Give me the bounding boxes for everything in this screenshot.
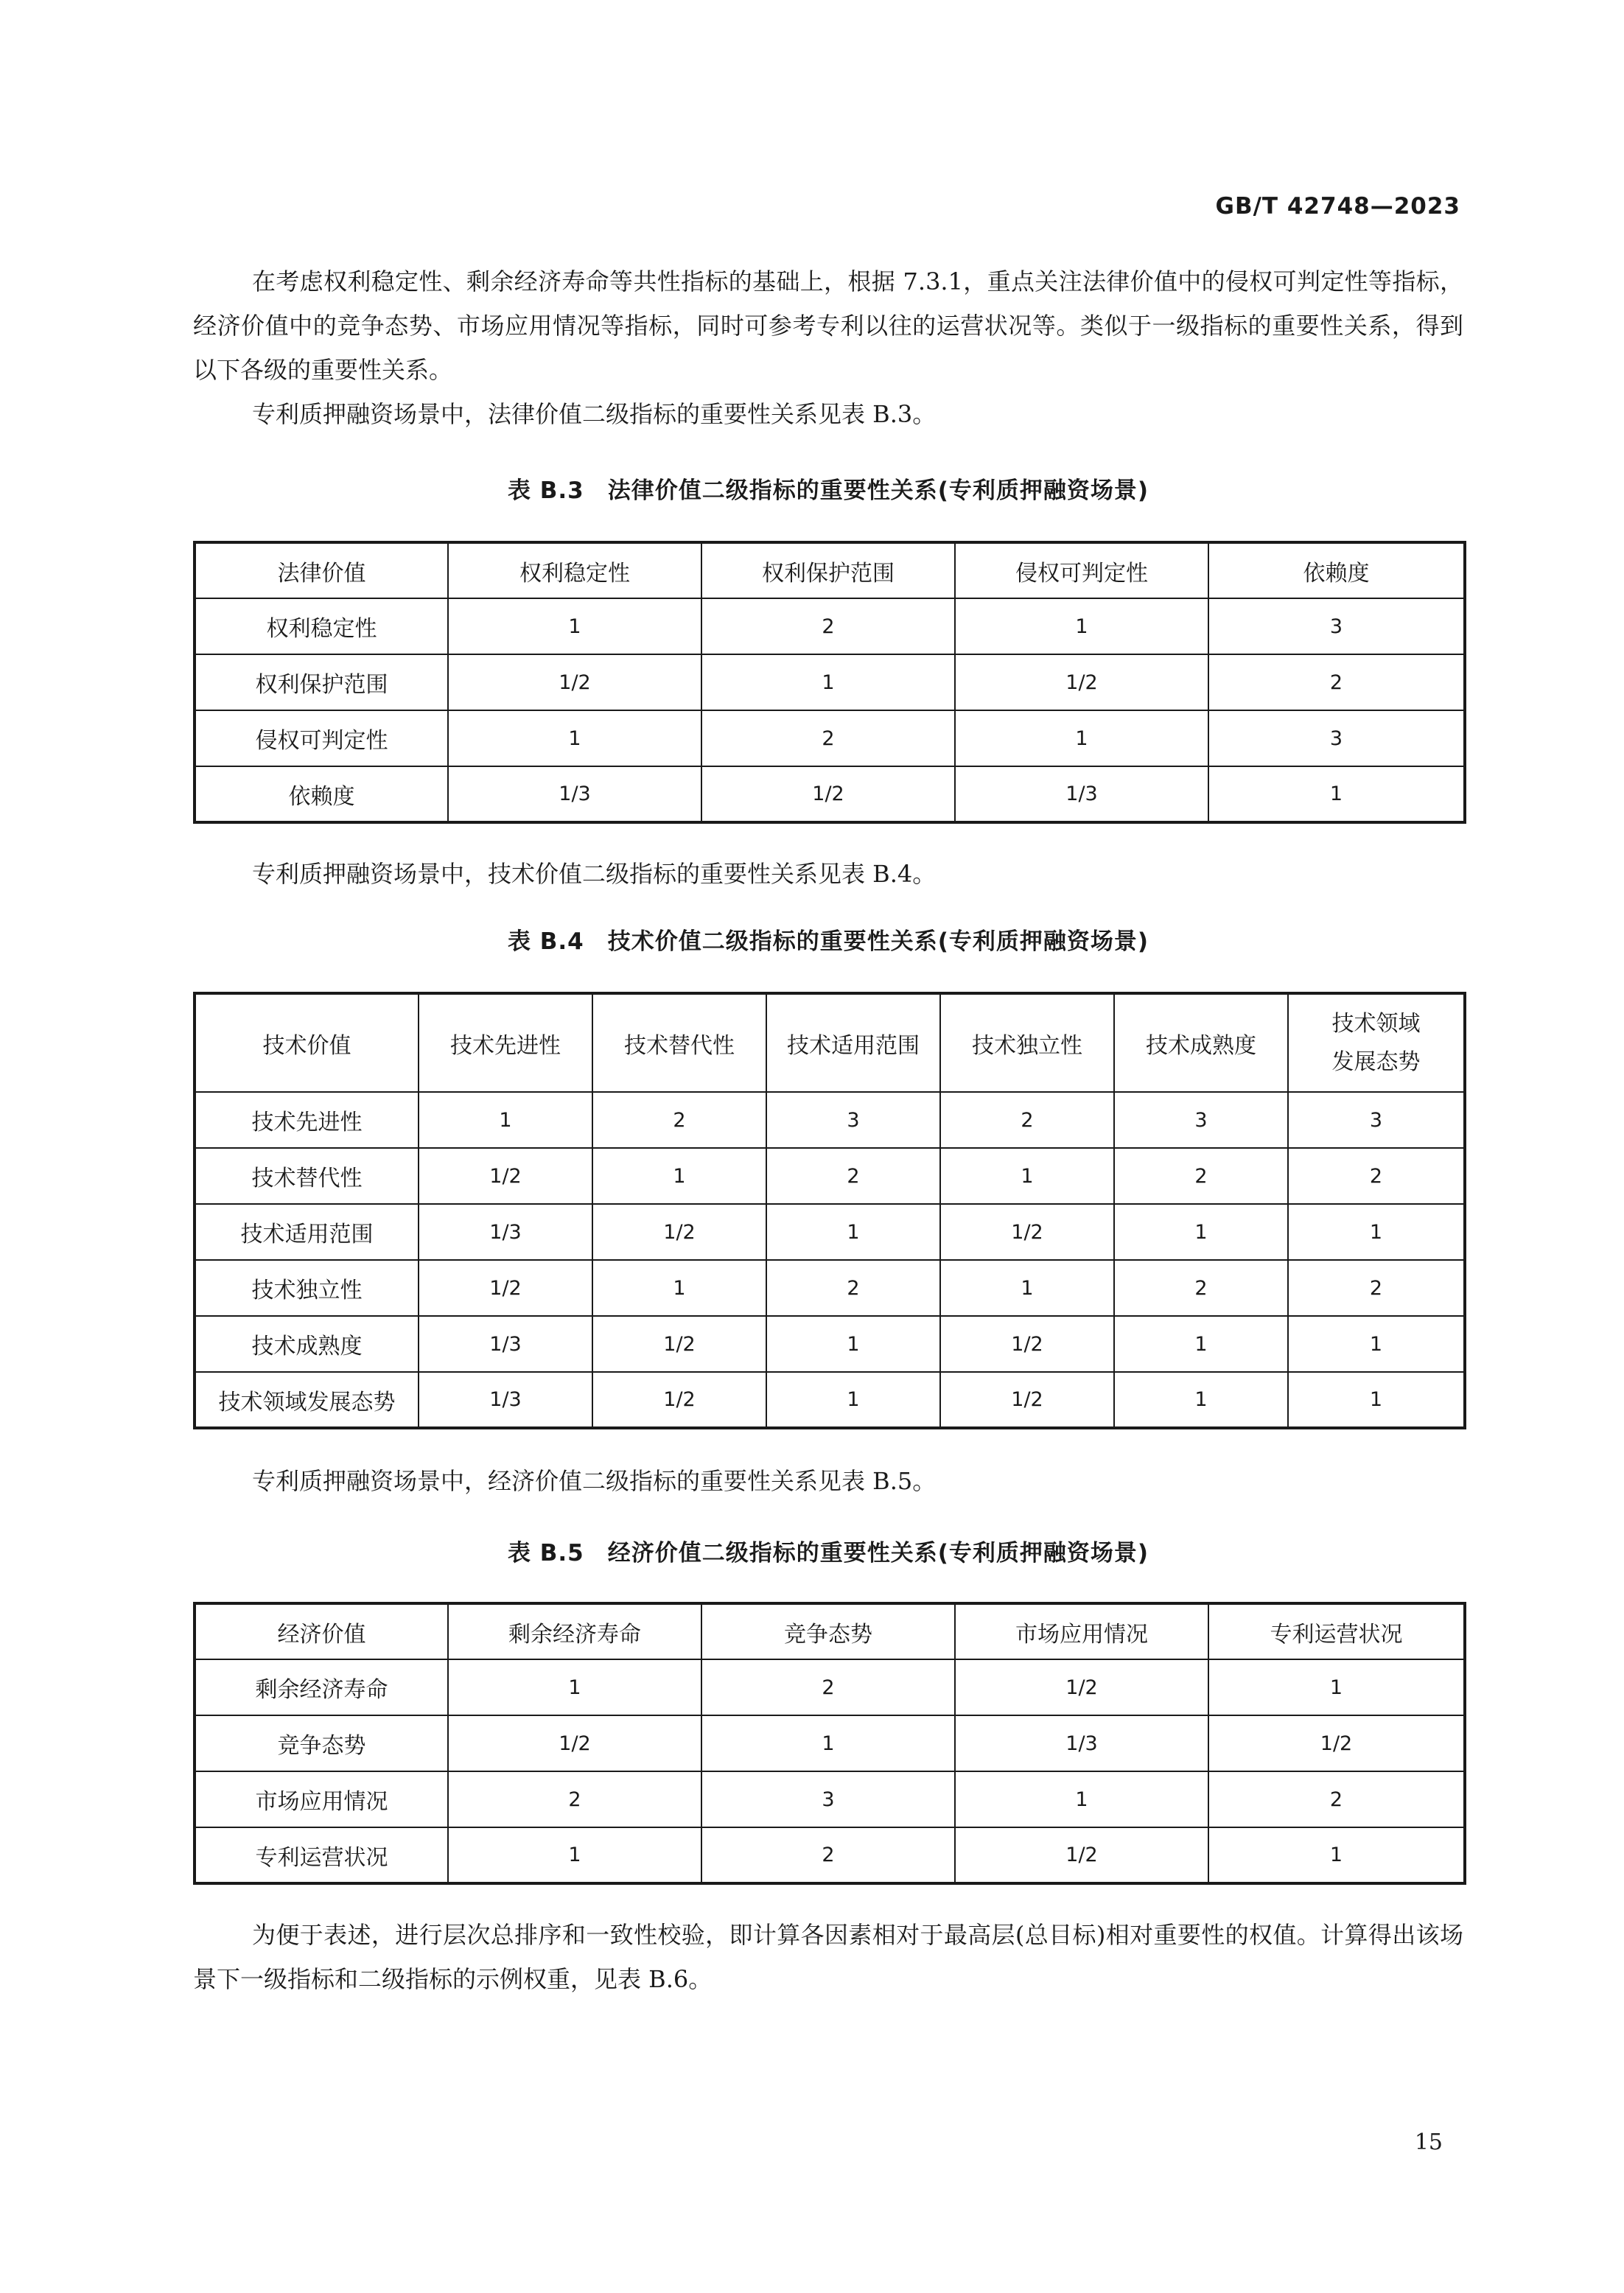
value-cell: 2	[1114, 1260, 1288, 1316]
table-row	[195, 1204, 1465, 1260]
value-cell: 1/3	[955, 1715, 1208, 1771]
table-row	[195, 654, 1465, 710]
value-cell: 1/2	[701, 766, 955, 822]
value-cell: 2	[1288, 1260, 1465, 1316]
value-cell: 1/2	[419, 1148, 592, 1204]
row-label-cell: 剩余经济寿命	[195, 1659, 448, 1715]
table-row	[195, 1260, 1465, 1316]
row-label-cell: 技术独立性	[195, 1260, 419, 1316]
value-cell: 3	[1208, 598, 1465, 654]
value-cell: 1/2	[1208, 1715, 1465, 1771]
intro-paragraph: 在考虑权利稳定性、剩余经济寿命等共性指标的基础上，根据 7.3.1，重点关注法律价值中的侵权可判定性等指标，经济价值中的竞争态势、市场应用情况等指标，同时可参考专利以往的运营状况等。类似于一级指标的重要性关系，得到以下各级的重要性关系。	[193, 267, 1463, 384]
value-cell: 1/2	[955, 1827, 1208, 1883]
value-cell: 1	[448, 1659, 701, 1715]
table-header-cell: 法律价值	[195, 542, 448, 598]
table-header-cell: 竞争态势	[701, 1603, 955, 1659]
value-cell: 1	[955, 598, 1208, 654]
table-row	[195, 598, 1465, 654]
value-cell: 2	[940, 1092, 1114, 1148]
value-cell: 1	[592, 1260, 766, 1316]
value-cell: 2	[701, 598, 955, 654]
value-cell: 2	[1288, 1148, 1465, 1204]
value-cell: 1/2	[940, 1204, 1114, 1260]
value-cell: 1/2	[592, 1316, 766, 1372]
value-cell: 1/2	[448, 654, 701, 710]
table-header-cell: 技术适用范围	[766, 993, 940, 1092]
table-header-cell: 权利稳定性	[448, 542, 701, 598]
table-row	[195, 1659, 1465, 1715]
table-header-cell: 技术先进性	[419, 993, 592, 1092]
row-label-cell: 技术领域发展态势	[195, 1372, 419, 1428]
table-header-cell: 剩余经济寿命	[448, 1603, 701, 1659]
table-b5-caption: 表 B.5 经济价值二级指标的重要性关系(专利质押融资场景)	[507, 1540, 1149, 1566]
table-header-cell: 技术价值	[195, 993, 419, 1092]
value-cell: 2	[701, 1827, 955, 1883]
table-header-cell	[1288, 993, 1465, 1092]
value-cell: 1/2	[940, 1316, 1114, 1372]
value-cell: 3	[766, 1092, 940, 1148]
row-label-cell: 技术适用范围	[195, 1204, 419, 1260]
table-header-cell: 依赖度	[1208, 542, 1465, 598]
value-cell: 1	[766, 1204, 940, 1260]
value-cell: 1/3	[955, 766, 1208, 822]
value-cell: 2	[766, 1148, 940, 1204]
table-header-row	[195, 1603, 1465, 1659]
value-cell: 2	[1114, 1148, 1288, 1204]
row-label-cell: 权利保护范围	[195, 654, 448, 710]
table-row	[195, 1372, 1465, 1428]
table-b3-reference: 专利质押融资场景中，法律价值二级指标的重要性关系见表 B.3。	[252, 400, 937, 428]
header-line-1: 技术领域	[1331, 1010, 1421, 1037]
value-cell: 1	[448, 1827, 701, 1883]
table-row	[195, 1148, 1465, 1204]
value-cell: 2	[1208, 1771, 1465, 1827]
value-cell: 1	[766, 1316, 940, 1372]
value-cell: 1	[1114, 1316, 1288, 1372]
value-cell: 1	[448, 598, 701, 654]
value-cell: 1/2	[592, 1204, 766, 1260]
value-cell: 1/2	[448, 1715, 701, 1771]
row-label-cell: 技术先进性	[195, 1092, 419, 1148]
row-label-cell: 依赖度	[195, 766, 448, 822]
table-b4	[193, 992, 1466, 1429]
value-cell: 2	[592, 1092, 766, 1148]
value-cell: 1	[448, 710, 701, 766]
value-cell: 3	[1208, 710, 1465, 766]
table-header-row	[195, 542, 1465, 598]
value-cell: 2	[1208, 654, 1465, 710]
table-header-cell: 专利运营状况	[1208, 1603, 1465, 1659]
value-cell: 1/2	[955, 1659, 1208, 1715]
table-row	[195, 1771, 1465, 1827]
table-header-cell: 经济价值	[195, 1603, 448, 1659]
value-cell: 1	[1288, 1372, 1465, 1428]
table-b4-reference: 专利质押融资场景中，技术价值二级指标的重要性关系见表 B.4。	[252, 860, 937, 888]
value-cell: 1/2	[419, 1260, 592, 1316]
value-cell: 1	[1114, 1204, 1288, 1260]
table-header-cell: 技术独立性	[940, 993, 1114, 1092]
value-cell: 1	[955, 1771, 1208, 1827]
table-b4-caption: 表 B.4 技术价值二级指标的重要性关系(专利质押融资场景)	[507, 928, 1149, 955]
table-header-cell: 权利保护范围	[701, 542, 955, 598]
value-cell: 3	[1114, 1092, 1288, 1148]
value-cell: 1/3	[419, 1372, 592, 1428]
value-cell: 1/3	[419, 1204, 592, 1260]
value-cell: 1/2	[592, 1372, 766, 1428]
table-b5-reference: 专利质押融资场景中，经济价值二级指标的重要性关系见表 B.5。	[252, 1467, 937, 1495]
value-cell: 1	[940, 1148, 1114, 1204]
table-header-cell: 技术替代性	[592, 993, 766, 1092]
table-header-cell: 技术成熟度	[1114, 993, 1288, 1092]
value-cell: 1/2	[955, 654, 1208, 710]
table-b3-caption: 表 B.3 法律价值二级指标的重要性关系(专利质押融资场景)	[507, 477, 1149, 504]
value-cell: 1	[1208, 1659, 1465, 1715]
row-label-cell: 市场应用情况	[195, 1771, 448, 1827]
page-number: 15	[1414, 2129, 1443, 2155]
table-row	[195, 1092, 1465, 1148]
value-cell: 3	[701, 1771, 955, 1827]
value-cell: 2	[766, 1260, 940, 1316]
value-cell: 1	[1208, 1827, 1465, 1883]
row-label-cell: 专利运营状况	[195, 1827, 448, 1883]
value-cell: 1	[592, 1148, 766, 1204]
value-cell: 1	[419, 1092, 592, 1148]
value-cell: 3	[1288, 1092, 1465, 1148]
value-cell: 2	[448, 1771, 701, 1827]
table-row	[195, 1715, 1465, 1771]
value-cell: 1/3	[448, 766, 701, 822]
value-cell: 1	[766, 1372, 940, 1428]
row-label-cell: 技术成熟度	[195, 1316, 419, 1372]
value-cell: 1	[1208, 766, 1465, 822]
value-cell: 1	[1114, 1372, 1288, 1428]
table-row	[195, 1316, 1465, 1372]
closing-paragraph: 为便于表述，进行层次总排序和一致性校验，即计算各因素相对于最高层(总目标)相对重要性的权值。计算得出该场景下一级指标和二级指标的示例权重，见表 B.6。	[193, 1921, 1463, 1993]
value-cell: 1	[1288, 1316, 1465, 1372]
value-cell: 1	[701, 654, 955, 710]
standard-number: GB/T 42748—2023	[1215, 193, 1460, 220]
value-cell: 1	[955, 710, 1208, 766]
table-header-cell: 市场应用情况	[955, 1603, 1208, 1659]
value-cell: 1/2	[940, 1372, 1114, 1428]
table-row	[195, 1827, 1465, 1883]
table-b3	[193, 541, 1466, 824]
value-cell: 1	[701, 1715, 955, 1771]
value-cell: 2	[701, 1659, 955, 1715]
value-cell: 1	[940, 1260, 1114, 1316]
row-label-cell: 权利稳定性	[195, 598, 448, 654]
value-cell: 2	[701, 710, 955, 766]
header-line-2: 发展态势	[1331, 1049, 1421, 1075]
table-row	[195, 766, 1465, 822]
table-row	[195, 710, 1465, 766]
table-header-row	[195, 993, 1465, 1092]
row-label-cell: 侵权可判定性	[195, 710, 448, 766]
value-cell: 1/3	[419, 1316, 592, 1372]
row-label-cell: 竞争态势	[195, 1715, 448, 1771]
value-cell: 1	[1288, 1204, 1465, 1260]
table-header-cell: 侵权可判定性	[955, 542, 1208, 598]
table-b5	[193, 1602, 1466, 1885]
row-label-cell: 技术替代性	[195, 1148, 419, 1204]
